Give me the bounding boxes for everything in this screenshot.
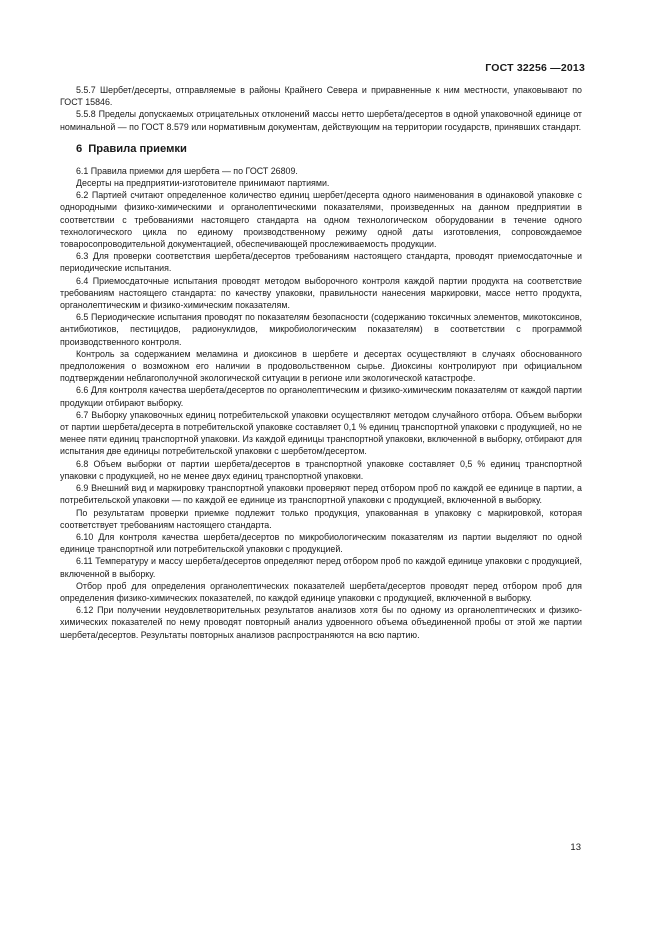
paragraph-6-4: 6.4 Приемосдаточные испытания проводят методом выборочного контроля каждой партии продукта на соответствие требованиям настоящего стандарта: по качеству упаковки, правильности нанесения маркировки, массе нетто продукта, органолептическим и физико-химическим показателям.: [60, 275, 582, 311]
paragraph-6-5: 6.5 Периодические испытания проводят по показателям безопасности (содержанию токсичных элементов, микотоксинов, антибиотиков, пестицидов, радионуклидов, микробиологическим показателям) в соответствии с программой производственного контроля.: [60, 312, 582, 347]
section-title: Правила приемки: [88, 142, 187, 155]
paragraph-6-6: 6.6 Для контроля качества шербета/десертов по органолептическим и физико-химическим показателям от каждой партии продукции отбирают выборку.: [60, 385, 582, 408]
paragraph-acceptance-results: По результатам проверки приемке подлежит только продукция, упакованная в упаковку с маркировкой, которая соответствует требованиям настоящего стандарта.: [60, 507, 582, 530]
paragraph-6-10: 6.10 Для контроля качества шербета/десертов по микробиологическим показателям из партии выделяют по одной единице транспортной или потребительской упаковки с продукцией.: [60, 531, 582, 555]
page-number: 13: [570, 842, 581, 853]
paragraph-5-5-7: 5.5.7 Шербет/десерты, отправляемые в районы Крайнего Севера и приравненные к ним местности, упаковывают по ГОСТ 15846.: [60, 85, 582, 108]
section-number: 6: [76, 142, 83, 155]
standard-code: ГОСТ 32256 —2013: [485, 62, 585, 74]
paragraph-6-12: 6.12 При получении неудовлетворительных результатов анализов хотя бы по одному из органолептических и физико-химических показателей по нему проводят повторный анализ удвоенного объема объединенной пробы от этой же партии шербета/десертов. Результаты повторных анализов распространяются на всю партию.: [60, 605, 582, 640]
paragraph-6-7: 6.7 Выборку упаковочных единиц потребительской упаковки осуществляют методом случайного отбора. Объем выборки от партии шербета/десерта в потребительской упаковке составляет 0,1 % единиц транспортной упаковки с продукцией, но не менее пяти единиц транспортной упаковки. Из каждой единицы транспортной упаковки, включенной в выборку, отбирают для испытания две единицы потребительской упаковки с шербетом/десертом.: [60, 409, 582, 457]
paragraph-6-11: 6.11 Температуру и массу шербета/десертов определяют перед отбором проб по каждой единице упаковки с продукцией, включенной в выборку.: [60, 556, 582, 579]
paragraph-sampling-order: Отбор проб для определения органолептических показателей шербета/десертов проводят перед отбором проб для определения физико-химических показателей, по каждой единице упаковки с продукцией, включенной в выборку.: [60, 580, 582, 603]
section-heading: [60, 142, 582, 156]
paragraph-6-2: 6.2 Партией считают определенное количество единиц шербет/десерта одного наименования в одинаковой упаковке с однородными физико-химическими и органолептическими показателями, произведенных на данном предприятии в соответствии с требованиями настоящего стандарта на одном технологическом оборудовании в течение одного технологического цикла по единому производственному режиму одной даты изготовления, сопровождаемое товаросопроводительной документацией, обеспечивающей прослеживаемость продукции.: [60, 190, 582, 250]
paragraph-6-1: 6.1 Правила приемки для шербета — по ГОСТ 26809.: [76, 165, 298, 176]
paragraph-5-5-8: 5.5.8 Пределы допускаемых отрицательных отклонений массы нетто шербета/десертов в одной упаковочной единице от номинальной — по ГОСТ 8.579 или нормативным документам, действующим на территории государств, принявших стандарт.: [60, 109, 582, 132]
paragraph-6-8: 6.8 Объем выборки от партии шербета/десертов в транспортной упаковке составляет 0,5 % единиц транспортной упаковки с продукцией, но не менее двух единиц транспортной упаковки.: [60, 458, 582, 481]
document-body: [60, 84, 582, 641]
paragraph-melamine-control: Контроль за содержанием меламина и диоксинов в шербете и десертах осуществляют в случаях обоснованного предположения о возможном его наличии в продовольственном сырье. Диоксины контролируют при официальном подтверждении неблагополучной экологической ситуации в регионе или экологической катастрофе.: [60, 348, 582, 384]
paragraph-6-9: 6.9 Внешний вид и маркировку транспортной упаковки проверяют перед отбором проб по каждой ее единице в партии, а потребительской упаковки — по каждой ее единице из транспортной упаковки с продукцией, включенной в выборку.: [60, 483, 582, 506]
paragraph-desserts-batches: Десерты на предприятии-изготовителе принимают партиями.: [76, 178, 330, 189]
paragraph-6-3: 6.3 Для проверки соответствия шербета/десертов требованиям настоящего стандарта, проводят приемосдаточные и периодические испытания.: [60, 251, 582, 274]
